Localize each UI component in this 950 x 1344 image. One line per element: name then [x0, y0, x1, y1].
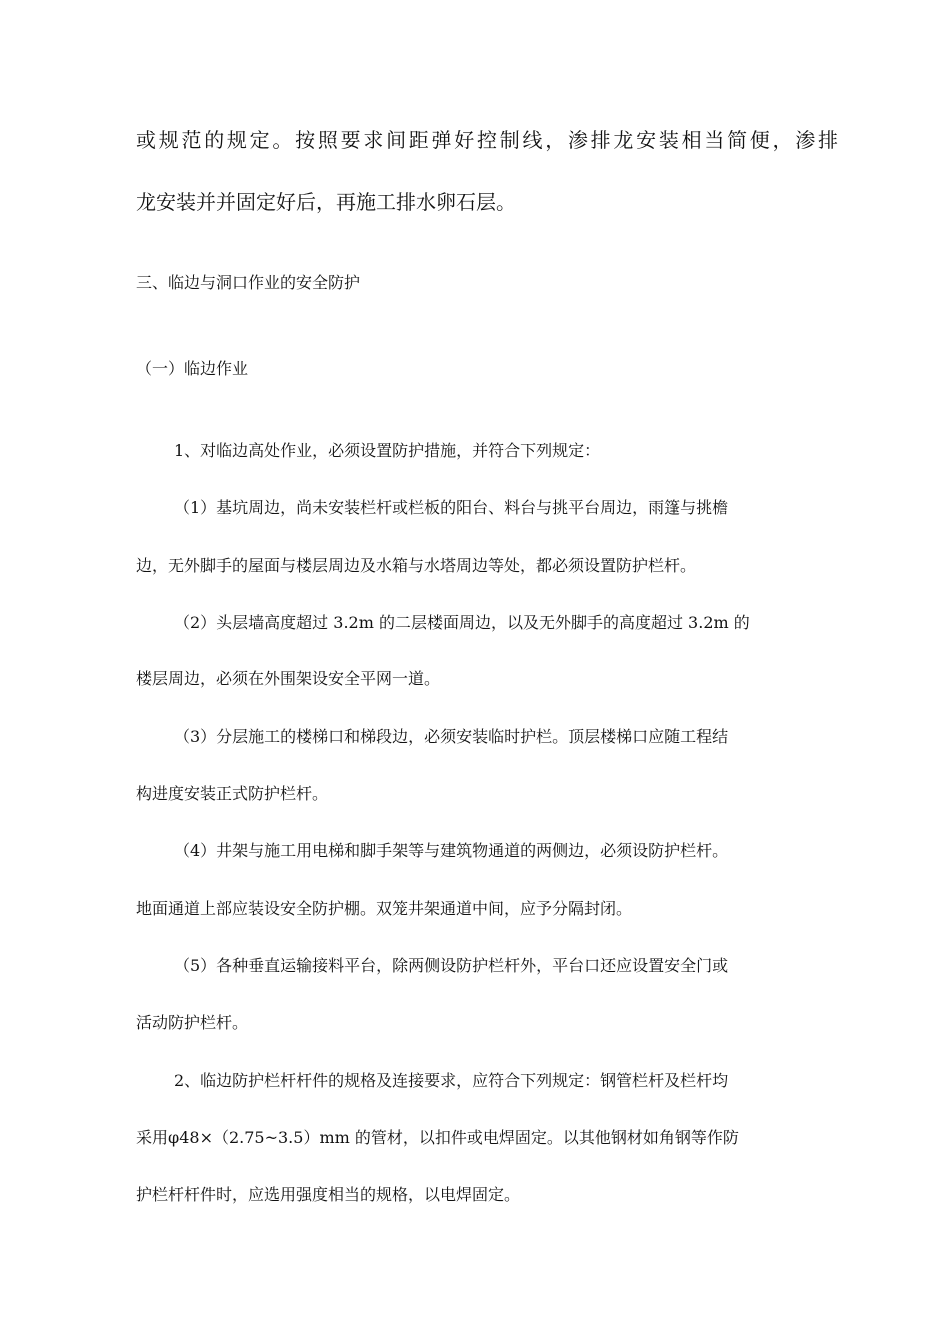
item-2-line-1: 2、临边防护栏杆杆件的规格及连接要求，应符合下列规定：钢管栏杆及栏杆均	[174, 1071, 729, 1090]
item-2-line-3: 护栏杆杆件时，应选用强度相当的规格，以电焊固定。	[136, 1185, 521, 1204]
paragraph-3-line-1: （3）分层施工的楼梯口和梯段边，必须安装临时护栏。顶层楼梯口应随工程结	[174, 727, 729, 746]
paragraph-2-line-1: （2）头层墙高度超过 3.2m 的二层楼面周边，以及无外脚手的高度超过 3.2m 的	[174, 613, 750, 632]
intro-line-1: 或规范的规定。按照要求间距弹好控制线，渗排龙安装相当简便，渗排	[136, 128, 838, 152]
paragraph-4-line-1: （4）井架与施工用电梯和脚手架等与建筑物通道的两侧边，必须设防护栏杆。	[174, 841, 729, 860]
paragraph-1-line-2: 边，无外脚手的屋面与楼层周边及水箱与水塔周边等处，都必须设置防护栏杆。	[136, 556, 697, 575]
subsection-heading: （一）临边作业	[136, 359, 249, 378]
paragraph-5-line-1: （5）各种垂直运输接料平台，除两侧设防护栏杆外，平台口还应设置安全门或	[174, 956, 729, 975]
item-1: 1、对临边高处作业，必须设置防护措施，并符合下列规定：	[174, 441, 601, 460]
paragraph-3-line-2: 构进度安装正式防护栏杆。	[136, 784, 329, 803]
paragraph-5-line-2: 活动防护栏杆。	[136, 1013, 249, 1032]
section-heading: 三、临边与洞口作业的安全防护	[136, 273, 361, 292]
paragraph-2-line-2: 楼层周边，必须在外围架设安全平网一道。	[136, 669, 441, 688]
paragraph-4-line-2: 地面通道上部应装设安全防护棚。双笼井架通道中间，应予分隔封闭。	[136, 899, 633, 918]
paragraph-1-line-1: （1）基坑周边，尚未安装栏杆或栏板的阳台、料台与挑平台周边，雨篷与挑檐	[174, 498, 729, 517]
intro-line-2: 龙安装并并固定好后，再施工排水卵石层。	[136, 190, 516, 214]
item-2-line-2: 采用φ48×（2.75~3.5）mm 的管材，以扣件或电焊固定。以其他钢材如角钢等作防	[136, 1128, 739, 1147]
